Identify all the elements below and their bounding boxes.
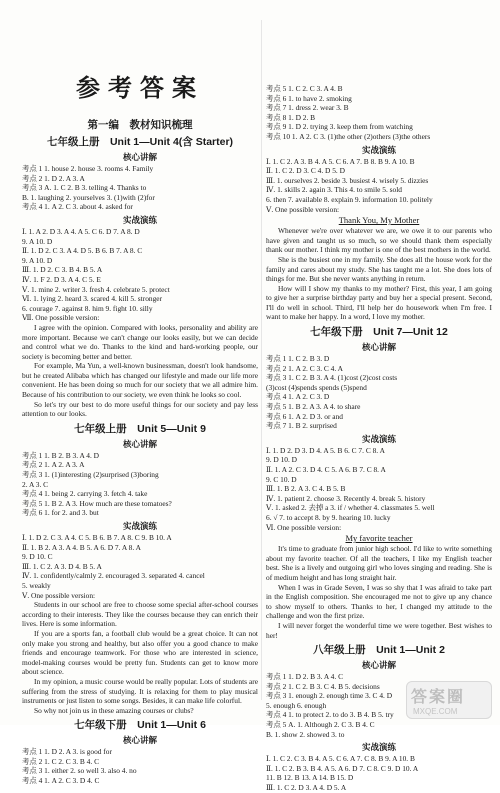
answer-line: Ⅱ. 1. A 2. C 3. D 4. C 5. A 6. B 7. C 8. A xyxy=(266,465,386,474)
answer-line: 6. courage 7. against 8. him 9. fight 10. silly xyxy=(22,303,153,313)
answer-line: Ⅱ. 1. C 2. B 3. B 4. A 5. A 6. D 7. C 8. C 9. D 10. A xyxy=(266,763,419,773)
essay-paragraph: Whenever we're over whatever we are, we owe it to our parents who have given and taught us so much, so we should thank them especially thank our mother. I think my mother is one of the best mothers in the world. xyxy=(266,226,492,255)
answer-line: 考点 5 1. B 2. A 3. A 4. to share xyxy=(266,402,361,412)
answer-line: 考点 3 A. 1. C 2. B 3. telling 4. Thanks to xyxy=(22,183,147,193)
answer-line: Ⅴ. One possible version: xyxy=(22,590,96,600)
essay xyxy=(22,323,258,419)
answer-block xyxy=(266,84,492,142)
answer-line: 考点 6 1. to have 2. smoking xyxy=(266,93,352,103)
answer-line: Ⅱ. 1. D 2. C 3. A 4. D 5. B 6. B 7. A 8. C xyxy=(22,246,143,256)
answer-line: Ⅲ. 1. ourselves 2. beside 3. busiest 4. wisely 5. dizzies xyxy=(266,175,429,185)
answer-line: 考点 4 1. A 2. C 3. about 4. asked for xyxy=(22,202,133,212)
core-heading: 核心讲解 xyxy=(122,735,157,746)
left-column xyxy=(22,0,258,786)
practice-heading: 实战演练 xyxy=(361,742,396,753)
core-heading: 核心讲解 xyxy=(361,342,396,353)
answer-line: 考点 2 1. A 2. C 3. C 4. A xyxy=(266,363,343,373)
answer-line: 考点 3 1. either 2. so well 3. also 4. no xyxy=(22,766,137,776)
answer-line: Ⅰ. 1. A 2. D 3. A 4. A 5. C 6. D 7. A 8. D xyxy=(22,226,140,236)
essay-paragraph: I agree with the opinion. Compared with looks, personality and ability are more important. Because we can't change our looks easily, but we can decide and control what we do. Thanks to the kind and hard-working people, our society is becoming better and better. xyxy=(22,322,258,361)
answer-line: 考点 10 1. A 2. C 3. (1)the other (2)others (3)the others xyxy=(266,131,431,141)
unit-heading: 八年级上册 Unit 1—Unit 2 xyxy=(313,644,445,657)
answer-line: Ⅳ. 1. F 2. D 3. A 4. C 5. E xyxy=(22,274,101,284)
answer-block xyxy=(22,747,258,785)
answer-line: Ⅴ. 1. mine 2. writer 3. fresh 4. celebrate 5. protect xyxy=(22,284,170,294)
answer-line: 5. weakly xyxy=(22,580,51,590)
unit-heading: 七年级下册 Unit 7—Unit 12 xyxy=(310,326,448,339)
answer-line: 考点 2 1. C 2. C 3. B 4. C xyxy=(22,756,99,766)
essay-paragraph: When I was in Grade Seven, I was so shy that I was afraid to take part in the English composition. She encouraged me not to give up any chance to show myself to others. Thanks to her, I changed my attitude to the challenge and won the first prize. xyxy=(266,582,492,621)
core-heading: 核心讲解 xyxy=(122,438,157,449)
essay-paragraph: It's time to graduate from junior high school. I'd like to write something about my favorite teacher. Of all the teachers, I like my English teacher best. She is a lively and outgoing girl who loves singing and reading. She is of medium height and has long straight hair. xyxy=(266,544,492,582)
answer-line: 9. A 10. D xyxy=(22,255,53,265)
answer-block xyxy=(266,446,492,532)
answer-line: Ⅰ. 1. D 2. D 3. D 4. A 5. B 6. C 7. C 8. A xyxy=(266,445,385,455)
essay-paragraph: For example, Ma Yun, a well-known businessman, doesn't look handsome, but he created Alibaba which has changed our lifestyle and made our life more convenient. He has been doing so much for our society that we all admire him. Because of his contribution to our society, we even think he looks so cool. xyxy=(22,361,258,400)
essay xyxy=(266,226,492,322)
essay-paragraph: How will I show my thanks to my mother? First, this year, I am going to give her a surprise birthday party and buy her a special present. Second, I'll do well in school. Third, I'll help her do housework when I'm free. I want to make her happy. In a word, I love my mother. xyxy=(266,283,492,322)
essay-title: Thank You, My Mother xyxy=(338,215,420,226)
essay-paragraph: So let's try our best to do more useful things for our society and pay less attention to our looks. xyxy=(22,399,258,419)
answer-line: 考点 9 1. D 2. trying 3. keep them from watching xyxy=(266,122,413,132)
answer-line: 考点 5 1. B 2. A 3. How much are these tomatoes? xyxy=(22,498,172,508)
core-heading: 核心讲解 xyxy=(122,152,157,162)
answer-line: Ⅴ. 1. asked 2. 去掉 a 3. if / whether 4. classmates 5. well xyxy=(266,503,435,513)
practice-heading: 实战演练 xyxy=(122,521,157,531)
answer-line: 考点 4 1. being 2. carrying 3. fetch 4. take xyxy=(22,489,148,499)
answer-line: Ⅲ. 1. C 2. A 3. D 4. B 5. A xyxy=(22,561,102,571)
answer-line: 考点 2 1. A 2. A 3. A xyxy=(22,460,85,470)
answer-line: Ⅳ. 1. confidently/calmly 2. encouraged 3. separated 4. cancel xyxy=(22,571,205,581)
answer-line: 考点 1 1. B 2. B 3. A 4. D xyxy=(22,450,99,460)
right-column xyxy=(266,84,492,793)
answer-line: Ⅵ. One possible version: xyxy=(266,522,342,532)
answer-line: Ⅰ. 1. C 2. C 3. B 4. A 5. C 6. A 7. C 8. B 9. A 10. B xyxy=(266,754,415,764)
answer-block xyxy=(266,354,492,431)
answer-block xyxy=(266,157,492,215)
answer-line: 考点 8 1. D 2. B xyxy=(266,112,316,122)
column-divider xyxy=(261,20,262,700)
answer-line: 11. B 12. B 13. A 14. B 15. D xyxy=(266,773,354,783)
answer-line: 考点 2 1. C 2. B 3. C 4. B 5. decisions xyxy=(266,681,380,691)
page-title: 参考答案 xyxy=(76,75,204,102)
essay-paragraph: So why not join us in these amazing courses or clubs? xyxy=(34,705,194,715)
watermark-logo: 答案圈 MXQE.COM xyxy=(406,681,492,719)
unit-heading: 七年级上册 Unit 1—Unit 4(含 Starter) xyxy=(46,136,234,148)
answer-line: Ⅲ. 1. B 2. A 3. C 4. B 5. B xyxy=(266,484,346,494)
essay-paragraph: She is the busiest one in my family. She does all the house work for the family and cares about my study. She has taught me a lot. She does lots of things for me. But she never wants anything in return. xyxy=(266,254,492,284)
answer-line: Ⅰ. 1. D 2. C 3. A 4. C 5. B 6. B 7. A 8. C 9. B 10. A xyxy=(22,533,172,542)
answer-line: 考点 6 1. A 2. D 3. or and xyxy=(266,411,343,421)
answer-line: 考点 2 1. D 2. A 3. A xyxy=(22,173,85,183)
answer-line: 考点 4 1. A 2. C 3. D xyxy=(266,392,330,402)
answer-block xyxy=(22,164,258,212)
answer-line: 考点 1 1. house 2. house 3. rooms 4. Family xyxy=(22,164,154,173)
answer-block xyxy=(22,533,258,600)
essay-title: My favorite teacher xyxy=(345,533,413,544)
answer-line: 考点 1 1. D 2. A 3. is good for xyxy=(22,747,112,757)
answer-line: Ⅱ. 1. B 2. A 3. A 4. B 5. A 6. D 7. A 8. A xyxy=(22,542,141,552)
answer-line: 考点 3 1. C 2. B 3. A 4. (1)cost (2)cost costs xyxy=(266,373,398,383)
answer-line: Ⅲ. 1. C 2. D 3. A 4. D 5. A xyxy=(266,783,347,793)
essay-paragraph: If you are a sports fan, a football club would be a great choice. It can not only make you strong and healthy, but also offer you a good chance to make friends and encourage teamwork. For those who are interested in science, model-making courses would be pretty fun. Students can get to know more about science. xyxy=(22,628,258,677)
answer-line: (3)cost (4)spends spends (5)spend xyxy=(266,382,367,392)
answer-line: 5. enough 6. enough xyxy=(266,700,327,710)
answer-line: 考点 6 1. for 2. and 3. but xyxy=(22,508,99,518)
answer-line: 考点 1 1. C 2. B 3. D xyxy=(266,354,330,364)
answer-line: 9. A 10. D xyxy=(22,236,53,246)
answer-line: Ⅱ. 1. C 2. D 3. C 4. D 5. D xyxy=(266,166,345,176)
answer-line: 9. C 10. D xyxy=(266,474,297,484)
practice-heading: 实战演练 xyxy=(361,433,396,444)
answer-line: Ⅴ. One possible version: xyxy=(266,204,340,214)
answer-line: Ⅶ. One possible version: xyxy=(22,313,100,323)
essay-paragraph: Students in our school are free to choose some special after-school courses according to their interests. They like the courses because they can enrich their lives. Here is some information. xyxy=(22,600,258,629)
core-heading: 核心讲解 xyxy=(361,660,396,671)
answer-line: 考点 3 1. enough 2. enough time 3. C 4. D xyxy=(266,691,393,701)
unit-heading: 七年级下册 Unit 1—Unit 6 xyxy=(74,719,206,732)
answer-block xyxy=(22,451,258,518)
answer-line: 考点 4 1. to protect 2. to do 3. B 4. B 5. try xyxy=(266,710,394,720)
section-heading: 第一编 教材知识梳理 xyxy=(87,119,193,131)
answer-line: 9. D 10. C xyxy=(22,552,53,562)
answer-block xyxy=(266,754,492,792)
answer-line: 考点 7 1. B 2. surprised xyxy=(266,421,337,431)
answer-line: B. 1. laughing 2. yourselves 3. (1)with (2)for xyxy=(22,192,155,202)
answer-line: Ⅲ. 1. D 2. C 3. B 4. B 5. A xyxy=(22,265,103,275)
practice-heading: 实战演练 xyxy=(361,144,396,155)
answer-line: Ⅳ. 1. patient 2. choose 3. Recently 4. break 5. history xyxy=(266,493,426,503)
practice-heading: 实战演练 xyxy=(122,214,157,225)
essay xyxy=(266,544,492,640)
essay xyxy=(22,600,258,715)
unit-heading: 七年级上册 Unit 5—Unit 9 xyxy=(74,422,206,435)
answer-line: 6. √ 7. to accept 8. by 9. hearing 10. lucky xyxy=(266,512,391,522)
answer-line: 考点 3 1. (1)interesting (2)surprised (3)boring xyxy=(22,470,159,480)
answer-block xyxy=(22,227,258,323)
answer-line: 考点 1 1. D 2. B 3. A 4. C xyxy=(266,672,343,682)
answer-line: Ⅰ. 1. C 2. A 3. B 4. A 5. C 6. A 7. B 8. B 9. A 10. B xyxy=(266,156,415,166)
answer-line: Ⅵ. 1. lying 2. heard 3. scared 4. kill 5. stronger xyxy=(22,294,163,304)
answer-line: 9. D 10. D xyxy=(266,455,297,465)
answer-line: B. 1. show 2. showed 3. to xyxy=(266,729,345,739)
answer-line: 2. A 3. C xyxy=(22,479,49,489)
essay-paragraph: In my opinion, a music course would be really popular. Lots of students are suffering from the stress of studying. It is relaxing for them to play musical instruments or just listen to some songs. Besides, it can make life colorful. xyxy=(22,676,258,706)
answer-line: Ⅳ. 1. skills 2. again 3. This 4. to smile 5. sold xyxy=(266,185,402,195)
answer-line: 考点 7 1. dress 2. wear 3. B xyxy=(266,103,349,113)
answer-line: 6. then 7. available 8. explain 9. information 10. politely xyxy=(266,194,433,204)
answer-line: 考点 5 A. 1. Although 2. C 3. B 4. C xyxy=(266,720,375,730)
answer-line: 考点 5 1. C 2. C 3. A 4. B xyxy=(266,84,343,93)
essay-paragraph: I will never forget the wonderful time we were together. Best wishes to her! xyxy=(266,620,492,640)
answer-line: 考点 4 1. A 2. C 3. D 4. C xyxy=(22,776,100,786)
